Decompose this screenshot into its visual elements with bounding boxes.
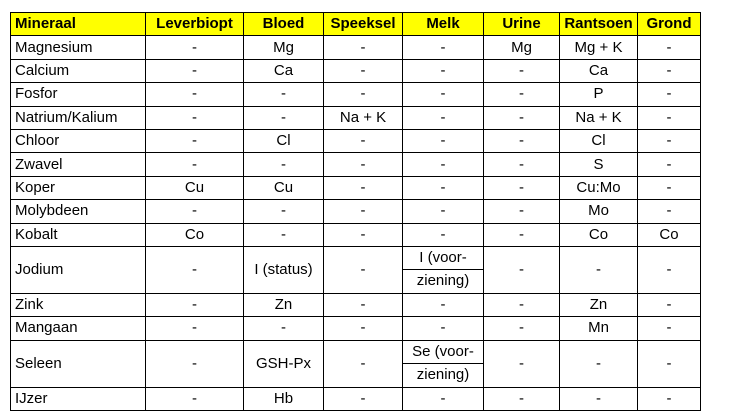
table-cell: Mg xyxy=(244,36,324,59)
table-cell: Mn xyxy=(560,317,638,340)
table-cell: - xyxy=(484,223,560,246)
table-cell: - xyxy=(638,340,701,387)
milk-cell-line: Se (voor- xyxy=(403,341,483,364)
mineral-name-cell: Natrium/Kalium xyxy=(11,106,146,129)
table-cell: - xyxy=(146,129,244,152)
table-cell: - xyxy=(638,129,701,152)
table-cell: - xyxy=(484,387,560,410)
table-cell: - xyxy=(403,293,484,316)
header-melk: Melk xyxy=(403,13,484,36)
table-cell: - xyxy=(638,83,701,106)
table-row xyxy=(11,317,701,340)
table-cell: Na + K xyxy=(560,106,638,129)
table-row xyxy=(11,59,701,82)
table-cell: Mo xyxy=(560,200,638,223)
table-cell: - xyxy=(403,317,484,340)
table-cell: - xyxy=(324,129,403,152)
table-cell: - xyxy=(484,293,560,316)
table-cell: - xyxy=(244,223,324,246)
table-cell: - xyxy=(244,153,324,176)
mineral-name-cell: Calcium xyxy=(11,59,146,82)
table-cell: - xyxy=(146,83,244,106)
table-cell: - xyxy=(403,36,484,59)
table-cell: - xyxy=(484,317,560,340)
table-cell: - xyxy=(146,200,244,223)
mineral-name-cell: Kobalt xyxy=(11,223,146,246)
table-cell: - xyxy=(638,59,701,82)
header-leverbiopt: Leverbiopt xyxy=(146,13,244,36)
table-cell: - xyxy=(146,106,244,129)
table-cell: Mg xyxy=(484,36,560,59)
mineral-name-cell: Zwavel xyxy=(11,153,146,176)
table-cell: - xyxy=(146,153,244,176)
table-cell: - xyxy=(484,153,560,176)
table-cell: - xyxy=(638,246,701,293)
mineral-name-cell: Fosfor xyxy=(11,83,146,106)
table-cell: Cl xyxy=(244,129,324,152)
table-row xyxy=(11,340,701,387)
table-cell: - xyxy=(484,59,560,82)
table-row xyxy=(11,106,701,129)
table-cell: - xyxy=(146,36,244,59)
table-cell: - xyxy=(403,200,484,223)
table-cell: Co xyxy=(638,223,701,246)
mineral-name-cell: Zink xyxy=(11,293,146,316)
mineral-name-cell: Seleen xyxy=(11,340,146,387)
table-cell: - xyxy=(638,36,701,59)
table-row xyxy=(11,153,701,176)
table-cell: - xyxy=(638,106,701,129)
table-cell: - xyxy=(403,387,484,410)
table-cell: - xyxy=(146,340,244,387)
table-row xyxy=(11,176,701,199)
header-urine: Urine xyxy=(484,13,560,36)
mineral-name-cell: Jodium xyxy=(11,246,146,293)
table-row xyxy=(11,387,701,410)
table-cell: - xyxy=(638,153,701,176)
table-cell: - xyxy=(324,176,403,199)
table-cell: - xyxy=(324,83,403,106)
table-cell: - xyxy=(638,176,701,199)
table-cell: - xyxy=(484,200,560,223)
table-row xyxy=(11,246,701,293)
milk-split-cell xyxy=(403,246,484,293)
mineral-name-cell: Chloor xyxy=(11,129,146,152)
table-cell: - xyxy=(403,59,484,82)
milk-split-cell xyxy=(403,340,484,387)
table-cell: S xyxy=(560,153,638,176)
table-cell: Mg + K xyxy=(560,36,638,59)
table-row xyxy=(11,83,701,106)
table-row xyxy=(11,36,701,59)
table-cell: - xyxy=(484,83,560,106)
milk-cell-line: ziening) xyxy=(416,272,470,290)
table-cell: - xyxy=(146,317,244,340)
table-cell: - xyxy=(484,129,560,152)
milk-cell-line: I (voor- xyxy=(403,247,483,270)
table-cell: - xyxy=(403,129,484,152)
table-cell: - xyxy=(324,317,403,340)
table-cell: Cu:Mo xyxy=(560,176,638,199)
table-row xyxy=(11,200,701,223)
table-cell: - xyxy=(403,176,484,199)
mineral-name-cell: Mangaan xyxy=(11,317,146,340)
table-header-row xyxy=(11,13,701,36)
table-cell: - xyxy=(244,106,324,129)
table-cell: Na + K xyxy=(324,106,403,129)
table-cell: - xyxy=(244,317,324,340)
table-cell: GSH-Px xyxy=(244,340,324,387)
table-cell: - xyxy=(560,246,638,293)
table-cell: - xyxy=(560,340,638,387)
table-cell: - xyxy=(638,293,701,316)
table-cell: - xyxy=(403,83,484,106)
table-cell: - xyxy=(484,176,560,199)
table-cell: - xyxy=(403,223,484,246)
table-cell: Cu xyxy=(146,176,244,199)
table-cell: I (status) xyxy=(244,246,324,293)
table-cell: - xyxy=(146,387,244,410)
table-cell: - xyxy=(484,340,560,387)
table-cell: Cu xyxy=(244,176,324,199)
table-cell: - xyxy=(324,387,403,410)
mineral-name-cell: IJzer xyxy=(11,387,146,410)
table-cell: - xyxy=(244,200,324,223)
table-cell: - xyxy=(484,106,560,129)
table-cell: - xyxy=(146,59,244,82)
header-bloed: Bloed xyxy=(244,13,324,36)
table-cell: - xyxy=(638,317,701,340)
table-cell: Ca xyxy=(244,59,324,82)
table-cell: - xyxy=(638,387,701,410)
table-cell: Zn xyxy=(560,293,638,316)
table-cell: Cl xyxy=(560,129,638,152)
mineral-name-cell: Magnesium xyxy=(11,36,146,59)
header-rantsoen: Rantsoen xyxy=(560,13,638,36)
table-cell: - xyxy=(324,246,403,293)
table-cell: - xyxy=(244,83,324,106)
table-cell: - xyxy=(324,340,403,387)
table-cell: Co xyxy=(146,223,244,246)
table-row xyxy=(11,223,701,246)
table-cell: - xyxy=(403,153,484,176)
table-cell: - xyxy=(324,293,403,316)
mineral-table xyxy=(10,12,701,411)
table-cell: - xyxy=(146,293,244,316)
table-cell: - xyxy=(638,200,701,223)
table-cell: Zn xyxy=(244,293,324,316)
header-mineraal: Mineraal xyxy=(11,13,146,36)
table-cell: - xyxy=(324,200,403,223)
table-cell: - xyxy=(484,246,560,293)
table-cell: - xyxy=(324,153,403,176)
table-cell: - xyxy=(324,36,403,59)
table-cell: - xyxy=(324,223,403,246)
milk-cell-line: ziening) xyxy=(416,366,470,384)
table-cell: Ca xyxy=(560,59,638,82)
table-cell: P xyxy=(560,83,638,106)
table-row xyxy=(11,129,701,152)
table-cell: - xyxy=(146,246,244,293)
table-cell: - xyxy=(403,106,484,129)
table-cell: - xyxy=(560,387,638,410)
table-cell: Co xyxy=(560,223,638,246)
table-cell: - xyxy=(324,59,403,82)
table-row xyxy=(11,293,701,316)
header-grond: Grond xyxy=(638,13,701,36)
mineral-name-cell: Molybdeen xyxy=(11,200,146,223)
table-cell: Hb xyxy=(244,387,324,410)
header-speeksel: Speeksel xyxy=(324,13,403,36)
mineral-name-cell: Koper xyxy=(11,176,146,199)
